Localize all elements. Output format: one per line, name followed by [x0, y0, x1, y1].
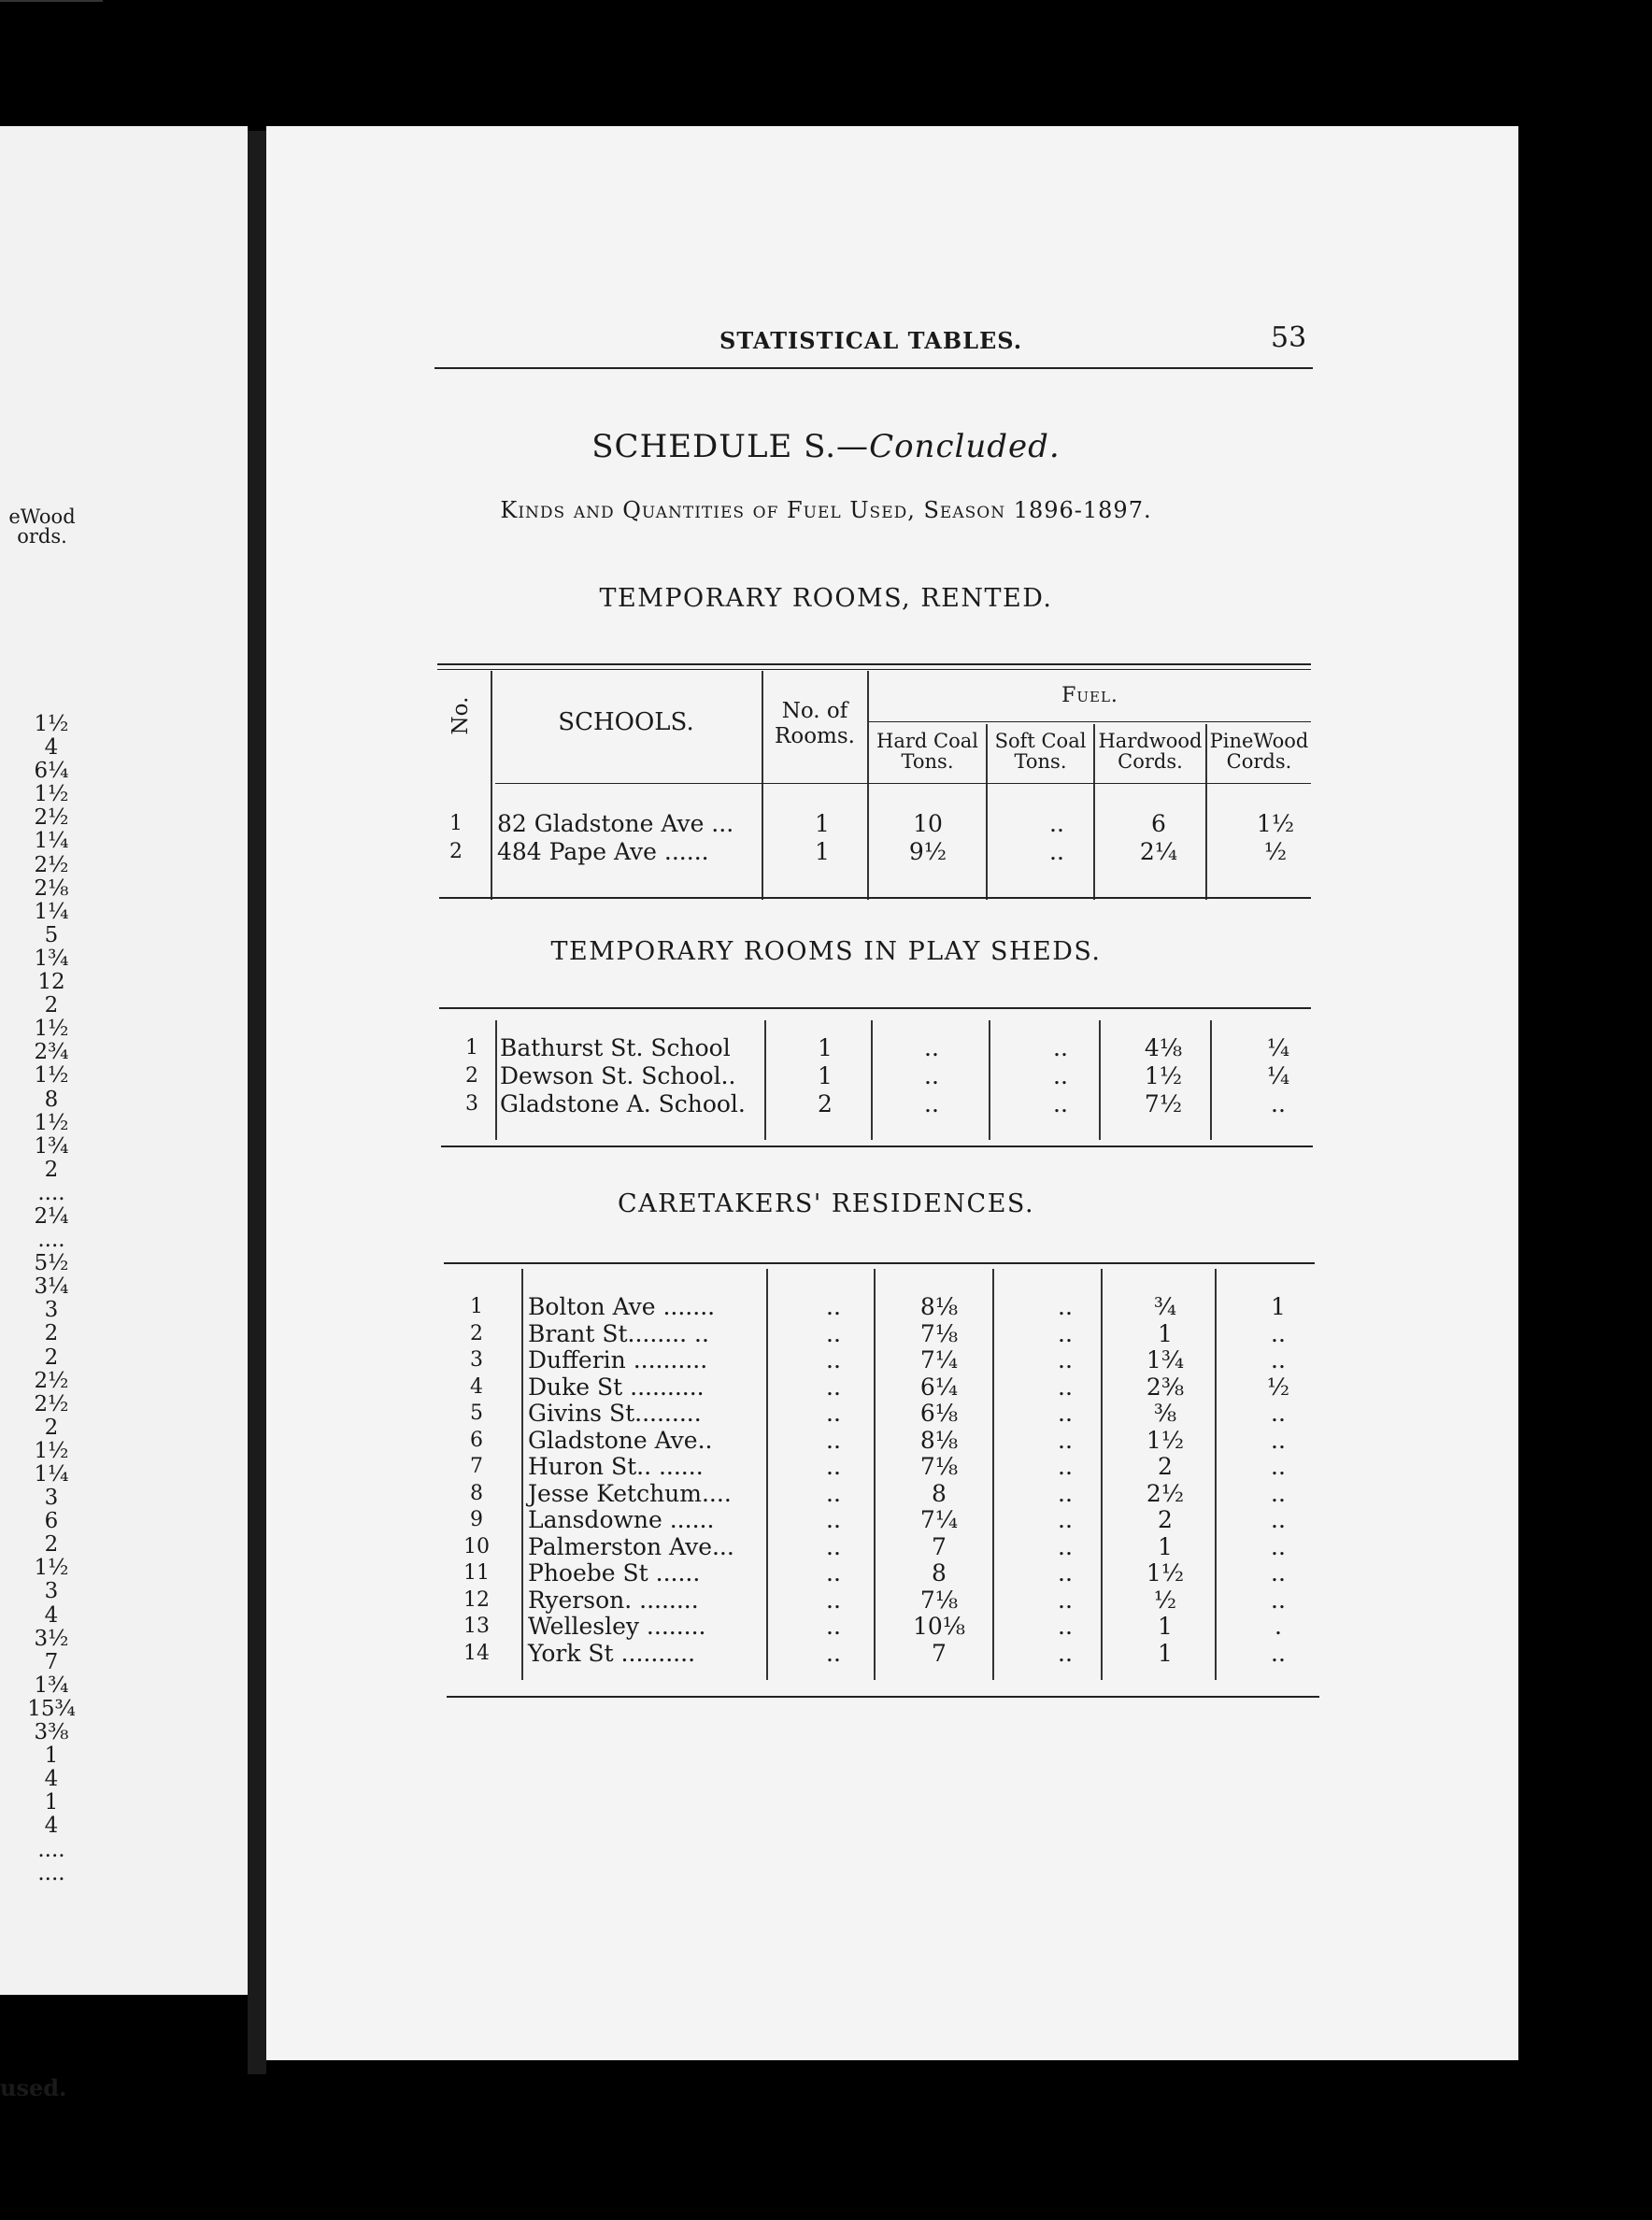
col-header-rooms-2: Rooms. [775, 724, 855, 748]
hardwood-value: 1¾ [1146, 1346, 1185, 1373]
pinewood-value: 1 [1271, 1293, 1286, 1320]
col-header-schools: SCHOOLS. [558, 708, 694, 736]
table-top-rule [437, 663, 1311, 665]
hardwood-value: 2¼ [1139, 838, 1178, 865]
row-number: 3 [470, 1348, 483, 1372]
left-page-value: 6¼ [34, 759, 69, 784]
rooms-value: .. [826, 1613, 841, 1640]
school-name: Bolton Ave ....... [528, 1293, 716, 1320]
rooms-value: 1 [818, 1062, 833, 1089]
left-page-value: 1½ [34, 712, 69, 736]
row-number: 6 [470, 1428, 483, 1452]
left-page-value: 5½ [34, 1251, 69, 1276]
hard-coal-value: 8⅛ [919, 1426, 959, 1454]
header-rule [434, 367, 1313, 369]
col-divider [491, 671, 492, 900]
row-number: 4 [470, 1374, 483, 1399]
rooms-value: .. [826, 1586, 841, 1614]
left-page-value: 15¾ [27, 1696, 76, 1721]
pinewood-value: ¼ [1266, 1062, 1290, 1089]
soft-coal-value: .. [1058, 1639, 1073, 1667]
hardwood-value: 2½ [1146, 1479, 1185, 1507]
soft-coal-value: .. [1049, 838, 1064, 865]
row-number: 5 [470, 1402, 483, 1425]
hard-coal-value: 6¼ [919, 1373, 959, 1401]
school-name: Jesse Ketchum.... [528, 1479, 732, 1507]
school-name: Brant St........ .. [528, 1319, 709, 1347]
rooms-value: .. [826, 1319, 841, 1347]
row-number: 8 [470, 1481, 483, 1505]
hardwood-value: ¾ [1153, 1293, 1177, 1320]
section-end-rule [439, 897, 1311, 899]
hardwood-value: 1½ [1146, 1559, 1185, 1587]
schedule-title-main: SCHEDULE S.— [591, 428, 870, 465]
soft-coal-value: .. [1058, 1532, 1073, 1560]
hardwood-value: 2⅜ [1146, 1373, 1185, 1401]
hard-coal-value: 7⅛ [919, 1586, 959, 1614]
pinewood-value: .. [1271, 1506, 1286, 1533]
left-page-value: 2½ [34, 805, 69, 831]
hardwood-value: 1 [1158, 1639, 1173, 1667]
section-top-rule [439, 1007, 1311, 1009]
soft-coal-value: .. [1058, 1506, 1073, 1533]
pinewood-value: 1½ [1256, 810, 1295, 837]
row-number: 2 [465, 1064, 478, 1088]
left-page-value: 4 [44, 735, 59, 761]
row-number: 7 [470, 1455, 483, 1478]
rooms-value: .. [826, 1453, 841, 1480]
hardwood-value: 4⅛ [1144, 1034, 1183, 1061]
pinewood-value: .. [1271, 1090, 1286, 1117]
left-page-value: 2½ [34, 852, 69, 877]
hardwood-label-1: Hardwood [1098, 730, 1203, 752]
hard-coal-value: 7⅛ [919, 1319, 959, 1347]
col-divider [521, 1269, 523, 1680]
left-page-value: 2½ [34, 1391, 69, 1416]
pinewood-value: ½ [1266, 1373, 1290, 1401]
col-header-rooms-1: No. of [781, 699, 848, 723]
hard-coal-value: 7¼ [919, 1346, 959, 1373]
left-page-rule [0, 0, 103, 2]
row-number: 13 [463, 1615, 490, 1638]
pinewood-value: .. [1271, 1346, 1286, 1373]
rooms-value: .. [826, 1293, 841, 1320]
hardwood-value: 1 [1158, 1319, 1173, 1347]
rooms-value: .. [826, 1479, 841, 1507]
col-divider [495, 1020, 497, 1140]
header-bottom-rule [495, 783, 1311, 784]
col-header-pinewood [1207, 731, 1311, 772]
school-name: Huron St.. ...... [528, 1453, 704, 1480]
left-page-value: 7 [44, 1649, 59, 1674]
school-name: Ryerson. ........ [528, 1586, 699, 1614]
left-page-value: 4 [44, 1602, 59, 1628]
section-title-play-sheds: TEMPORARY ROOMS IN PLAY SHEDS. [550, 937, 1102, 966]
school-name: York St .......... [528, 1639, 696, 1667]
left-page-value: 2½ [34, 1368, 69, 1393]
fuel-kinds-subtitle: Kinds and Quantities of Fuel Used, Season 1896-1897. [500, 497, 1152, 523]
left-page-value: 1¼ [34, 829, 69, 854]
left-page-value: 2 [44, 1415, 59, 1440]
rooms-value: .. [826, 1346, 841, 1373]
hardwood-label-2: Cords. [1118, 750, 1183, 773]
hardwood-value: 2 [1158, 1453, 1173, 1480]
col-divider [1099, 1020, 1101, 1140]
left-page-value: 1¾ [34, 1672, 69, 1698]
soft-coal-value: .. [1058, 1319, 1073, 1347]
left-page-value: 2 [44, 993, 59, 1018]
rooms-value: .. [826, 1373, 841, 1401]
rooms-value: .. [826, 1532, 841, 1560]
hardwood-value: 2 [1158, 1506, 1173, 1533]
hard-coal-value: 7 [932, 1532, 947, 1560]
hard-coal-value: .. [924, 1090, 939, 1117]
left-page-value: 8 [44, 1087, 59, 1112]
soft-coal-label-1: Soft Coal [994, 730, 1087, 752]
row-number: 3 [465, 1092, 478, 1116]
left-page-value: 1½ [34, 1017, 69, 1042]
left-page-footer: used. [0, 2074, 67, 2101]
pinewood-label-1: PineWood [1209, 730, 1309, 752]
left-page-value: .... [37, 1860, 65, 1886]
left-page-value: 3 [44, 1579, 59, 1604]
left-page-value: 1½ [34, 1556, 69, 1581]
left-page-value: 12 [37, 970, 65, 995]
hardwood-value: 1 [1158, 1532, 1173, 1560]
running-header: STATISTICAL TABLES. [719, 327, 1023, 354]
hard-coal-value: 10 [913, 810, 943, 837]
left-page-value: 3 [44, 1486, 59, 1511]
left-page-value: 5 [44, 922, 59, 947]
schedule-title [0, 428, 1652, 465]
left-page-value: 4 [44, 1767, 59, 1792]
soft-coal-value: .. [1058, 1453, 1073, 1480]
school-name: Dewson St. School.. [500, 1062, 736, 1089]
soft-coal-value: .. [1058, 1293, 1073, 1320]
hard-coal-value: .. [924, 1062, 939, 1089]
left-page-value: 1½ [34, 782, 69, 807]
pinewood-value: ½ [1263, 838, 1288, 865]
col-divider [989, 1020, 990, 1140]
school-name: Dufferin .......... [528, 1346, 708, 1373]
hard-coal-label-1: Hard Coal [876, 730, 978, 752]
row-number: 14 [463, 1641, 490, 1665]
col-header-fuel: Fuel. [1061, 684, 1118, 707]
col-header-no: No. [449, 696, 473, 735]
pinewood-value: .. [1271, 1559, 1286, 1587]
soft-coal-value: .. [1049, 810, 1064, 837]
row-number: 2 [470, 1321, 483, 1345]
left-page-value: 3 [44, 1298, 59, 1323]
section-title-caretakers: CARETAKERS' RESIDENCES. [617, 1189, 1035, 1218]
left-page-value: 2 [44, 1157, 59, 1182]
pinewood-value: .. [1271, 1479, 1286, 1507]
hardwood-value: 6 [1151, 810, 1166, 837]
left-facing-page [0, 126, 248, 2101]
col-divider [1101, 1269, 1103, 1680]
left-page-value: .... [37, 1837, 65, 1862]
school-name: Palmerston Ave... [528, 1532, 734, 1560]
hardwood-value: ⅜ [1153, 1400, 1177, 1427]
school-name: Gladstone A. School. [500, 1090, 746, 1117]
soft-coal-label-2: Tons. [1014, 750, 1067, 773]
section-top-rule [444, 1262, 1315, 1264]
school-name: Wellesley ........ [528, 1613, 706, 1640]
col-divider [766, 1269, 768, 1680]
pinewood-value: .. [1271, 1426, 1286, 1454]
left-header-line-2: ords. [17, 525, 67, 548]
col-divider [1210, 1020, 1212, 1140]
hard-coal-value: 8 [932, 1479, 947, 1507]
row-number: 11 [463, 1561, 490, 1585]
left-page-value: 1¾ [34, 946, 69, 971]
row-number: 1 [449, 812, 463, 835]
col-divider [764, 1020, 766, 1140]
rooms-value: 1 [818, 1034, 833, 1061]
school-name: Gladstone Ave.. [528, 1426, 713, 1454]
table-bottom-rule [447, 1696, 1319, 1698]
hard-coal-value: 9½ [908, 838, 947, 865]
rooms-value: .. [826, 1559, 841, 1587]
hard-coal-value: 7¼ [919, 1506, 959, 1533]
left-page-value: 1¼ [34, 899, 69, 924]
hard-coal-value: .. [924, 1034, 939, 1061]
left-page-value: 1 [44, 1790, 59, 1815]
col-divider [762, 671, 763, 900]
hard-coal-label-2: Tons. [901, 750, 954, 773]
soft-coal-value: .. [1058, 1586, 1073, 1614]
school-name: Duke St .......... [528, 1373, 705, 1401]
left-page-value: 1½ [34, 1063, 69, 1089]
left-page-value: .... [37, 1228, 65, 1253]
hardwood-value: 1½ [1144, 1062, 1183, 1089]
col-divider [871, 1020, 873, 1140]
hard-coal-value: 6⅛ [919, 1400, 959, 1427]
soft-coal-value: .. [1058, 1346, 1073, 1373]
book-spine [248, 131, 266, 2074]
rooms-value: .. [826, 1426, 841, 1454]
left-page-value: .... [37, 1180, 65, 1205]
left-page-values [0, 713, 103, 1886]
col-divider [992, 1269, 994, 1680]
soft-coal-value: .. [1058, 1613, 1073, 1640]
hard-coal-value: 8 [932, 1559, 947, 1587]
pinewood-value: .. [1271, 1453, 1286, 1480]
soft-coal-value: .. [1058, 1400, 1073, 1427]
hard-coal-value: 7⅛ [919, 1453, 959, 1480]
school-name: 484 Pape Ave ...... [497, 838, 709, 865]
left-page-value: 1¾ [34, 1133, 69, 1159]
hardwood-value: 1½ [1146, 1426, 1185, 1454]
table-top-rule-thin [437, 669, 1311, 670]
left-page-value: 3¼ [34, 1274, 69, 1300]
row-number: 2 [449, 840, 463, 863]
left-page-value: 2 [44, 1345, 59, 1370]
left-page-value: 2¼ [34, 1203, 69, 1229]
school-name: Givins St......... [528, 1400, 702, 1427]
soft-coal-value: .. [1053, 1034, 1068, 1061]
pinewood-value: .. [1271, 1532, 1286, 1560]
left-page-value: 3½ [34, 1626, 69, 1651]
left-page-value: 2 [44, 1532, 59, 1558]
pinewood-value: .. [1271, 1586, 1286, 1614]
hardwood-value: 7½ [1144, 1090, 1183, 1117]
left-page-value: 1¼ [34, 1462, 69, 1487]
section-title-rented: TEMPORARY ROOMS, RENTED. [599, 584, 1053, 613]
row-number: 9 [470, 1508, 483, 1531]
row-number: 10 [463, 1534, 490, 1558]
left-page-value: 2 [44, 1321, 59, 1346]
col-header-hard-coal [869, 731, 986, 772]
left-page-value: 4 [44, 1814, 59, 1839]
pinewood-label-2: Cords. [1226, 750, 1292, 773]
pinewood-value: ¼ [1266, 1034, 1290, 1061]
col-header-hardwood [1095, 731, 1205, 772]
section-end-rule [441, 1146, 1313, 1147]
pinewood-value: .. [1271, 1400, 1286, 1427]
page-number: 53 [1271, 321, 1307, 354]
rooms-value: 1 [815, 810, 830, 837]
soft-coal-value: .. [1058, 1373, 1073, 1401]
school-name: Lansdowne ...... [528, 1506, 715, 1533]
fuel-subheader-rule [869, 721, 1311, 722]
rooms-value: .. [826, 1506, 841, 1533]
soft-coal-value: .. [1058, 1559, 1073, 1587]
pinewood-value: . [1275, 1613, 1282, 1640]
rooms-value: 2 [818, 1090, 833, 1117]
left-page-value: 1½ [34, 1438, 69, 1463]
hard-coal-value: 8⅛ [919, 1293, 959, 1320]
school-name: 82 Gladstone Ave ... [497, 810, 734, 837]
row-number: 12 [463, 1587, 490, 1612]
rooms-value: .. [826, 1400, 841, 1427]
pinewood-value: .. [1271, 1639, 1286, 1667]
soft-coal-value: .. [1058, 1426, 1073, 1454]
left-page-value: 3⅜ [34, 1720, 69, 1745]
left-page-value: 1 [44, 1743, 59, 1769]
col-header-soft-coal [988, 731, 1093, 772]
school-name: Bathurst St. School [500, 1034, 731, 1061]
left-page-value: 6 [44, 1509, 59, 1534]
school-name: Phoebe St ...... [528, 1559, 701, 1587]
soft-coal-value: .. [1058, 1479, 1073, 1507]
row-number: 1 [465, 1036, 478, 1060]
left-page-value: 1½ [34, 1110, 69, 1135]
rooms-value: .. [826, 1639, 841, 1667]
col-divider [1215, 1269, 1217, 1680]
soft-coal-value: .. [1053, 1062, 1068, 1089]
hardwood-value: ½ [1153, 1586, 1177, 1614]
schedule-title-italic: Concluded. [869, 428, 1061, 465]
rooms-value: 1 [815, 838, 830, 865]
row-number: 1 [470, 1295, 483, 1318]
hardwood-value: 1 [1158, 1613, 1173, 1640]
col-divider [874, 1269, 876, 1680]
pinewood-value: .. [1271, 1319, 1286, 1347]
col-header-rooms [764, 699, 865, 749]
hard-coal-value: 10⅛ [912, 1613, 966, 1640]
soft-coal-value: .. [1053, 1090, 1068, 1117]
left-page-value: 2⅛ [34, 875, 69, 901]
left-header-line-1: eWood [8, 505, 76, 528]
hard-coal-value: 7 [932, 1639, 947, 1667]
left-page-value: 2¾ [34, 1040, 69, 1065]
